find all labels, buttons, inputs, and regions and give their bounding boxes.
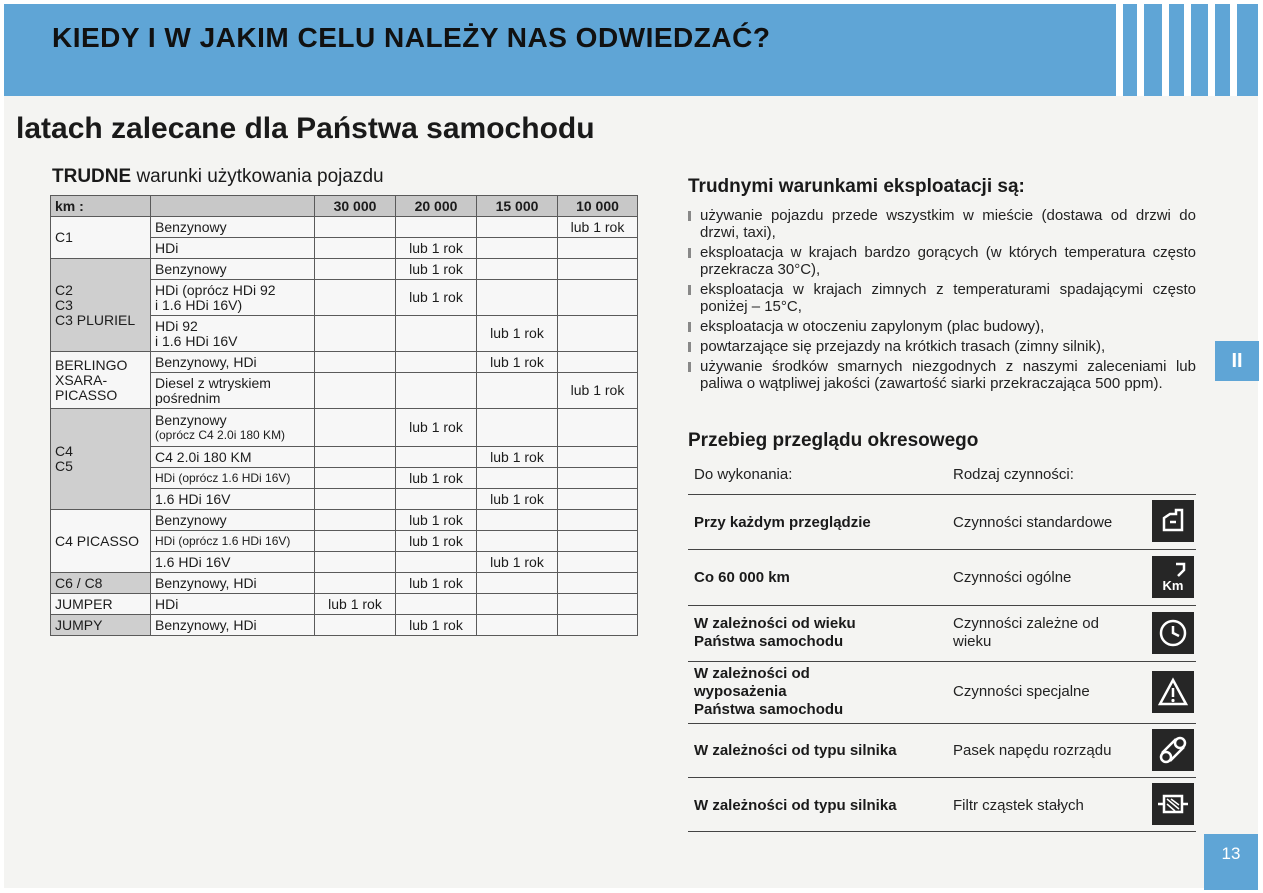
header-20000: 20 000 bbox=[396, 196, 477, 217]
engine-cell: Benzynowy bbox=[151, 259, 315, 280]
svg-text:Km: Km bbox=[1162, 578, 1184, 593]
table-row bbox=[51, 352, 638, 373]
interval-cell: lub 1 rok bbox=[477, 489, 558, 510]
engine-cell: Benzynowy bbox=[151, 510, 315, 531]
table-row bbox=[51, 594, 638, 615]
engine-cell: Benzynowy bbox=[151, 217, 315, 238]
table-row bbox=[51, 615, 638, 636]
model-c2: C2 bbox=[55, 281, 73, 298]
km-wrench-icon bbox=[1152, 556, 1194, 598]
table-row bbox=[51, 573, 638, 594]
inspection-row: Co 60 000 km Czynności ogólne Km bbox=[688, 549, 1196, 606]
list-item: używanie pojazdu przede wszystkim w mieście (dostawa od drzwi do drzwi, taxi), bbox=[688, 207, 1196, 241]
table-row bbox=[51, 510, 638, 531]
list-item: używanie środków smarnych niezgodnych z naszymi zaleceniami lub paliwa o wątpliwej jakości (zawartość siarki przekraczająca 500 ppm). bbox=[688, 358, 1196, 392]
particle-filter-icon bbox=[1152, 783, 1194, 825]
model-c3: C3 bbox=[55, 296, 73, 313]
conditions-list bbox=[688, 207, 1196, 395]
header-stripe bbox=[1137, 4, 1144, 96]
interval-cell: lub 1 rok bbox=[396, 238, 477, 259]
chapter-tab: II bbox=[1215, 341, 1259, 381]
engine-cell: Benzynowy, HDi bbox=[151, 615, 315, 636]
table-row bbox=[51, 217, 638, 238]
table-title-bold: TRUDNE bbox=[52, 166, 132, 187]
inspection-row: W zależności od wyposażenia Państwa samochodu Czynności specjalne bbox=[688, 661, 1196, 724]
list-item: eksploatacja w krajach zimnych z temperaturami spadającymi często poniżej – 15°C, bbox=[688, 281, 1196, 315]
header-10000: 10 000 bbox=[558, 196, 638, 217]
list-item: powtarzające się przejazdy na krótkich trasach (zimny silnik), bbox=[688, 338, 1196, 355]
header-stripe bbox=[1184, 4, 1191, 96]
interval-cell: lub 1 rok bbox=[477, 352, 558, 373]
interval-cell: lub 1 rok bbox=[396, 259, 477, 280]
interval-cell: lub 1 rok bbox=[396, 468, 477, 489]
header-engine bbox=[151, 196, 315, 217]
model-c4: C4 bbox=[55, 443, 73, 459]
manual-page bbox=[4, 4, 1258, 888]
model-c3-pluriel: C3 PLURIEL bbox=[55, 311, 136, 328]
inspection-row: W zależności od wieku Państwa samochodu Czynności zależne od wieku bbox=[688, 605, 1196, 662]
engine-cell: HDi (oprócz 1.6 HDi 16V) bbox=[151, 531, 315, 552]
model-berlingo-xsara: BERLINGO XSARA- PICASSO bbox=[51, 352, 151, 409]
header-stripe bbox=[1230, 4, 1237, 96]
model-c4-c5 bbox=[51, 409, 151, 510]
interval-cell: lub 1 rok bbox=[396, 510, 477, 531]
header-stripe bbox=[1162, 4, 1169, 96]
interval-cell: lub 1 rok bbox=[396, 531, 477, 552]
engine-cell: C4 2.0i 180 KM bbox=[151, 447, 315, 468]
clock-wrench-icon bbox=[1152, 612, 1194, 654]
conditions-heading: Trudnymi warunkami eksploatacji są: bbox=[688, 176, 1025, 197]
engine-cell: HDi bbox=[151, 238, 315, 259]
section-title: latach zalecane dla Państwa samochodu bbox=[16, 112, 595, 145]
header-stripe bbox=[1116, 4, 1123, 96]
model-c6-c8: C6 / C8 bbox=[51, 573, 151, 594]
inspection-row: Przy każdym przeglądzie Czynności standardowe bbox=[688, 494, 1196, 550]
engine-cell: HDi (oprócz HDi 92 i 1.6 HDi 16V) bbox=[151, 280, 315, 316]
interval-cell: lub 1 rok bbox=[477, 552, 558, 573]
interval-cell: lub 1 rok bbox=[396, 573, 477, 594]
interval-cell: lub 1 rok bbox=[477, 316, 558, 352]
inspection-row: W zależności od typu silnika Pasek napędu rozrządu bbox=[688, 723, 1196, 778]
inspection-heading: Przebieg przeglądu okresowego bbox=[688, 430, 979, 451]
model-c1: C1 bbox=[51, 217, 151, 259]
inspection-row: W zależności od typu silnika Filtr cząstek stałych bbox=[688, 777, 1196, 832]
header-km: km : bbox=[51, 196, 151, 217]
interval-cell: lub 1 rok bbox=[315, 594, 396, 615]
header-30000: 30 000 bbox=[315, 196, 396, 217]
table-title bbox=[52, 166, 384, 188]
model-c2-c3 bbox=[51, 259, 151, 352]
page-header bbox=[4, 4, 1258, 96]
interval-cell: lub 1 rok bbox=[558, 373, 638, 409]
interval-cell: lub 1 rok bbox=[396, 280, 477, 316]
table-row bbox=[51, 409, 638, 447]
engine-cell: 1.6 HDi 16V bbox=[151, 489, 315, 510]
table-row bbox=[51, 259, 638, 280]
engine-cell: 1.6 HDi 16V bbox=[151, 552, 315, 573]
interval-cell: lub 1 rok bbox=[396, 409, 477, 447]
warning-wrench-icon bbox=[1152, 671, 1194, 713]
engine-cell: HDi bbox=[151, 594, 315, 615]
col-left-label: Do wykonania: bbox=[694, 466, 793, 483]
engine-cell: Benzynowy (oprócz C4 2.0i 180 KM) bbox=[151, 409, 315, 447]
model-jumper: JUMPER bbox=[51, 594, 151, 615]
engine-cell: HDi 92 i 1.6 HDi 16V bbox=[151, 316, 315, 352]
header-title: KIEDY I W JAKIM CELU NALEŻY NAS ODWIEDZAĆ? bbox=[52, 22, 771, 53]
engine-cell: Diesel z wtryskiem pośrednim bbox=[151, 373, 315, 409]
timing-belt-icon bbox=[1152, 729, 1194, 771]
header-15000: 15 000 bbox=[477, 196, 558, 217]
oil-can-icon bbox=[1152, 500, 1194, 542]
list-item: eksploatacja w krajach bardzo gorących (w których temperatura często przekracza 30°C), bbox=[688, 244, 1196, 278]
inspection-columns bbox=[688, 456, 1196, 495]
table-title-rest: warunki użytkowania pojazdu bbox=[131, 166, 384, 187]
interval-cell: lub 1 rok bbox=[558, 217, 638, 238]
list-item: eksploatacja w otoczeniu zapylonym (plac budowy), bbox=[688, 318, 1196, 335]
model-c5: C5 bbox=[55, 458, 73, 474]
interval-cell: lub 1 rok bbox=[477, 447, 558, 468]
maintenance-table bbox=[50, 195, 638, 636]
table-header-row bbox=[51, 196, 638, 217]
col-right-label: Rodzaj czynności: bbox=[953, 466, 1074, 483]
header-stripe bbox=[1208, 4, 1215, 96]
model-c4-picasso: C4 PICASSO bbox=[51, 510, 151, 573]
page-number: 13 bbox=[1204, 834, 1258, 890]
interval-cell: lub 1 rok bbox=[396, 615, 477, 636]
engine-cell: Benzynowy, HDi bbox=[151, 352, 315, 373]
engine-cell: HDi (oprócz 1.6 HDi 16V) bbox=[151, 468, 315, 489]
model-jumpy: JUMPY bbox=[51, 615, 151, 636]
engine-cell: Benzynowy, HDi bbox=[151, 573, 315, 594]
